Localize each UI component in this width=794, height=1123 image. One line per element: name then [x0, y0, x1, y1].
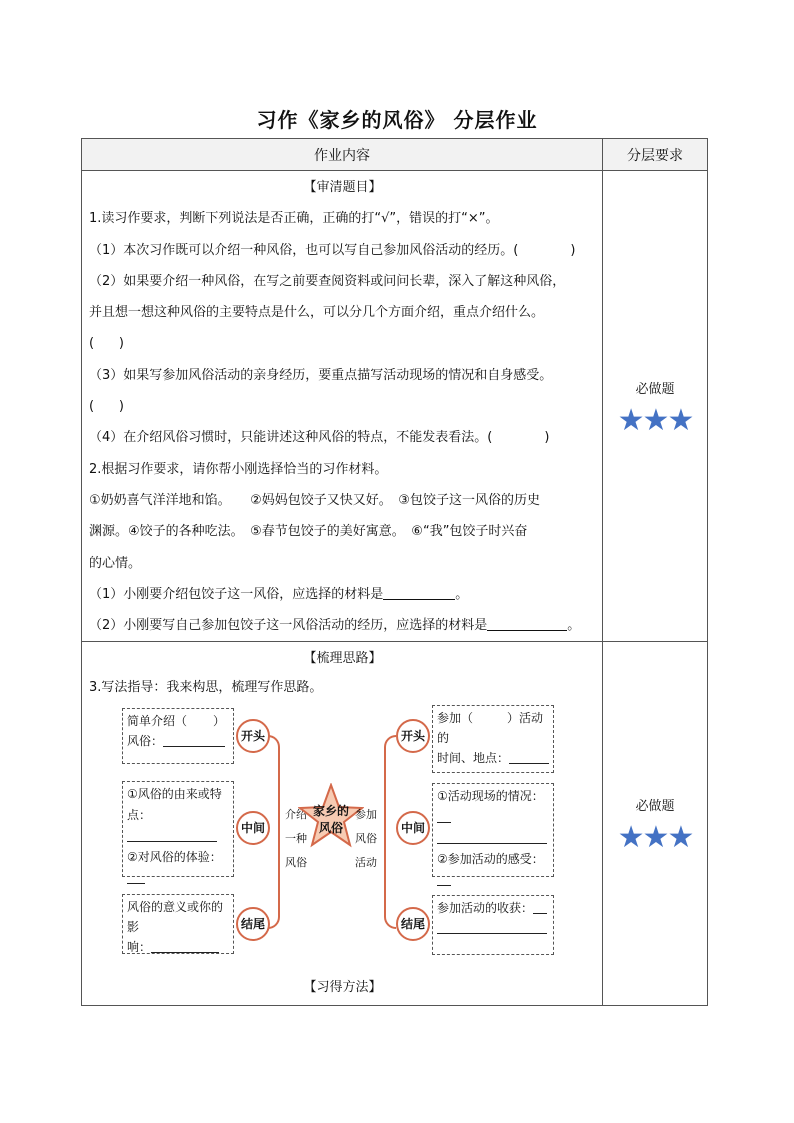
level-cell — [603, 642, 708, 1006]
box-text: ①活动现场的情况： — [437, 788, 544, 803]
node-opening-right: 开头 — [396, 719, 430, 753]
answer-blank[interactable] — [437, 770, 547, 784]
box-text: 风俗的意义或你的影 — [127, 899, 224, 934]
node-opening-left: 开头 — [236, 719, 270, 753]
level-cell — [603, 171, 708, 642]
side-label-text: 参加风俗活动 — [355, 807, 377, 869]
section-heading: 【习得方法】 — [303, 979, 382, 995]
period: 。 — [455, 586, 469, 602]
page-title: 习作《家乡的风俗》 分层作业 — [256, 108, 538, 132]
box-text: 时间、地点： — [437, 750, 510, 765]
answer-blank[interactable] — [437, 809, 451, 823]
answer-blank[interactable] — [487, 615, 567, 631]
answer-blank[interactable] — [163, 733, 225, 747]
homework-table — [81, 138, 708, 1006]
question-1-1 — [89, 235, 596, 266]
node-ending-left: 结尾 — [236, 907, 270, 941]
question-3: 3.写法指导：我来构思，梳理写作思路。 — [89, 679, 323, 695]
answer-blank[interactable] — [383, 584, 455, 600]
box-text: 参加活动的收获： — [437, 900, 534, 915]
answer-blank[interactable] — [151, 939, 219, 953]
section-heading: 【梳理思路】 — [303, 651, 382, 667]
answer-paren[interactable]: ( ) — [89, 399, 124, 415]
question-1-4-text: （4）在介绍风俗习惯时，只能讲述这种风俗的特点，不能发表看法。( — [89, 430, 493, 446]
question-1-1-text: （1）本次习作既可以介绍一种风俗，也可以写自己参加风俗活动的经历。( — [89, 242, 519, 258]
question-1-2b: 并且想一想这种风俗的主要特点是什么，可以分几个方面介绍，重点介绍什么。 — [89, 305, 545, 321]
question-1-2a: （2）如果要介绍一种风俗，在写之前要查阅资料或问问长辈，深入了解这种风俗， — [89, 273, 566, 289]
question-2-1 — [89, 579, 596, 610]
answer-blank[interactable] — [533, 900, 547, 914]
column-header-content: 作业内容 — [82, 139, 603, 171]
star-rating-icon: ★★★ — [617, 820, 693, 856]
question-2-1-text: （1）小刚要介绍包饺子这一风俗，应选择的材料是 — [89, 586, 384, 602]
right-bracket — [384, 735, 396, 929]
box-text: ②对风俗的体验： — [127, 849, 222, 864]
center-label: 家乡的风俗 — [312, 803, 349, 835]
left-box-middle — [122, 781, 234, 877]
box-text: 简单介绍（ — [127, 713, 188, 728]
question-2-2-text: （2）小刚要写自己参加包饺子这一风俗活动的经历，应选择的材料是 — [89, 618, 488, 634]
table-row — [82, 171, 708, 642]
answer-blank[interactable] — [127, 870, 145, 884]
table-row — [82, 642, 708, 1006]
box-text: 风俗： — [127, 733, 164, 748]
right-box-opening — [432, 705, 554, 773]
question-2: 2.根据习作要求，请你帮小刚选择恰当的习作材料。 — [89, 461, 388, 477]
mind-map-diagram — [116, 705, 556, 975]
question-1: 1.读习作要求，判断下列说法是否正确，正确的打“√”，错误的打“×”。 — [89, 211, 499, 227]
left-bracket — [268, 735, 280, 929]
question-1-4 — [89, 422, 596, 453]
column-header-level: 分层要求 — [603, 139, 708, 171]
left-box-opening — [122, 708, 234, 764]
paren-close: ) — [544, 430, 550, 446]
answer-blank[interactable] — [437, 872, 451, 886]
right-box-middle — [432, 783, 554, 877]
node-middle-left: 中间 — [236, 811, 270, 845]
box-text: 响： — [127, 939, 152, 954]
right-side-label — [352, 803, 380, 875]
node-ending-right: 结尾 — [396, 907, 430, 941]
question-2-options-b: 渊源。④饺子的各种吃法。 ⑤春节包饺子的美好寓意。 ⑥“我”包饺子时兴奋 — [89, 524, 528, 540]
answer-paren[interactable]: ( ) — [89, 336, 124, 352]
section-review-topic — [82, 171, 603, 642]
node-middle-right: 中间 — [396, 811, 430, 845]
question-2-options-c: 的心情。 — [89, 555, 142, 571]
table-header-row — [82, 139, 708, 171]
star-rating-icon: ★★★ — [617, 402, 693, 438]
box-text: ）活动的 — [437, 710, 544, 745]
section-outline — [82, 642, 603, 1006]
answer-blank[interactable] — [437, 920, 547, 934]
box-text: ） — [213, 713, 226, 728]
level-label: 必做题 — [635, 799, 675, 815]
box-text: ①风俗的由来或特点： — [127, 786, 222, 822]
question-1-3a: （3）如果写参加风俗活动的亲身经历，要重点描写活动现场的情况和自身感受。 — [89, 367, 553, 383]
paren-close: ) — [570, 242, 576, 258]
right-box-ending — [432, 895, 554, 955]
level-label: 必做题 — [635, 381, 675, 397]
side-label-text: 介绍一种风俗 — [285, 807, 307, 869]
left-box-ending — [122, 894, 234, 954]
question-2-options-a: ①奶奶喜气洋洋地和馅。 ②妈妈包饺子又快又好。 ③包饺子这一风俗的历史 — [89, 492, 540, 508]
box-text: 参加（ — [437, 710, 474, 725]
box-text: ②参加活动的感受： — [437, 851, 544, 866]
answer-blank[interactable] — [509, 750, 549, 764]
section-heading: 【审清题目】 — [303, 180, 382, 195]
question-2-2 — [89, 610, 596, 641]
period: 。 — [567, 618, 581, 634]
answer-blank[interactable] — [127, 828, 217, 842]
answer-blank[interactable] — [437, 830, 547, 844]
